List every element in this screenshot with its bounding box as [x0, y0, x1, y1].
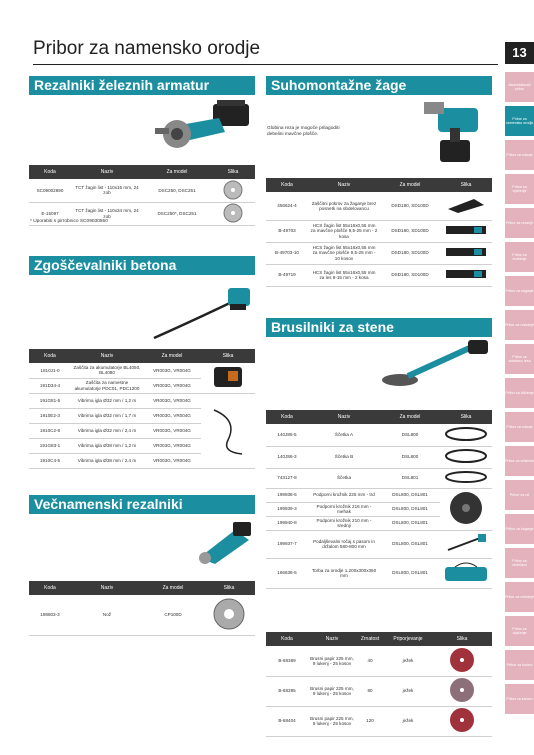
cell-code: 199938-5	[266, 488, 308, 502]
brusni-papir-table	[266, 632, 492, 737]
section-title-vecnamenski: Večnamenski rezalniki	[29, 495, 255, 514]
cell-code: 743127-8	[266, 468, 308, 488]
cell-code: B-68395	[266, 676, 308, 706]
cell-name: HCS žagin list 55x16x0,55 mm za mavčne plošče 9,5-25 mm - 10 kosov	[308, 242, 380, 264]
table-row	[29, 363, 255, 378]
table-row	[266, 192, 492, 220]
col-header: Naziv	[71, 581, 143, 595]
rebar-cutter-image	[155, 98, 255, 150]
cell-name: Brusni papir 225 mm, 9 lukenj - 25 kosov	[308, 706, 356, 736]
cell-model: VR003G, VR004G	[143, 423, 201, 438]
cell-model: DSD180, SD100D	[380, 192, 440, 220]
cell-model: VR003G, VR004G	[143, 453, 201, 468]
table-row	[29, 393, 255, 408]
col-header: Koda	[266, 632, 308, 646]
side-tab-active[interactable]: Pribor za namensko orodje	[505, 106, 534, 136]
col-header: Naziv	[308, 178, 380, 192]
cell-code: E-15097	[29, 202, 71, 225]
col-header: Za model	[380, 410, 440, 424]
table-row	[266, 242, 492, 264]
side-tab-bar	[505, 72, 534, 718]
product-image	[440, 488, 492, 530]
cell-name: Vibrirna igla Ø32 mm / 1,7 m	[71, 408, 143, 423]
section-title-suhomontazne: Suhomontažne žage	[266, 76, 492, 95]
wall-sander-image	[378, 338, 492, 394]
suhomontazne-table	[266, 178, 492, 287]
col-header: Koda	[29, 165, 71, 179]
cell-grit: 80	[356, 676, 384, 706]
col-header: Priporjevanje	[384, 632, 432, 646]
product-image	[440, 192, 492, 220]
cell-model: VR003G, VR004G	[143, 408, 201, 423]
col-header: Koda	[266, 178, 308, 192]
side-tab[interactable]: Pribor za vijačenje	[505, 616, 534, 646]
col-header: Slika	[440, 178, 492, 192]
cell-code: 199940-8	[266, 516, 308, 530]
cell-name: Ščetka B	[308, 446, 380, 468]
title-divider	[33, 64, 498, 65]
side-tab[interactable]: Pribor za žaganje	[505, 514, 534, 544]
cell-code: 1810J1-0	[29, 363, 71, 378]
product-image	[440, 242, 492, 264]
product-image	[211, 202, 255, 225]
product-image	[440, 424, 492, 446]
table-row	[29, 179, 255, 202]
side-tab[interactable]: Pribor za obdelavo	[505, 548, 534, 578]
cell-name: TCT žagin list - 110x15 mm, 24 zob	[71, 179, 143, 202]
table-row	[29, 595, 255, 635]
product-image	[440, 264, 492, 286]
cell-name: HCS žagin list 55x16x0,55 mm za mavčne plošče 9,5-25 mm - 2 kosa	[308, 220, 380, 242]
cell-code: 199939-3	[266, 502, 308, 516]
product-image	[440, 530, 492, 558]
cell-name: Podaljševalni ročaj s pasom in držalom 580-800 mm	[308, 530, 380, 558]
cell-model: VR003G, VR004G	[143, 393, 201, 408]
side-tab[interactable]: Pribor za vijačenje	[505, 174, 534, 204]
col-header: Naziv	[71, 349, 143, 363]
rezalniki-table	[29, 165, 255, 226]
cell-grit: 40	[356, 646, 384, 676]
table-row	[266, 706, 492, 736]
side-tab[interactable]: Pribor za kamen	[505, 684, 534, 714]
cell-model: DSL800, DSL801	[380, 530, 440, 558]
col-header: Slika	[201, 349, 255, 363]
col-header: Koda	[29, 581, 71, 595]
cell-code: B-49703-10	[266, 242, 308, 264]
cell-attach: ježek	[384, 706, 432, 736]
cell-code: 191D34-4	[29, 378, 71, 393]
side-tab[interactable]: Pribor za čiščenje	[505, 378, 534, 408]
side-tab[interactable]: Pribor za vrtalnike	[505, 446, 534, 476]
product-image	[203, 595, 255, 635]
col-header: Koda	[29, 349, 71, 363]
drywall-saw-image	[420, 98, 492, 168]
cell-name: Zaščita za namestne akumulatorje PDC01, PDC1200	[71, 378, 143, 393]
footnote: * Uporabiti s pirrobnico SC09030550	[30, 219, 108, 224]
cell-model: VR003G, VR004G	[143, 378, 201, 393]
cell-name: Zaščitni pokrov za žaganje brez posnetk na obdelovancu	[308, 192, 380, 220]
cell-name: Torba za orodje 1.200x300x350 mm	[308, 558, 380, 588]
col-header: Za model	[380, 178, 440, 192]
side-tab[interactable]: Pribor za rezanje	[505, 208, 534, 238]
cell-code: 140J86-3	[266, 446, 308, 468]
product-image	[440, 468, 492, 488]
table-row	[266, 488, 492, 502]
cell-name: Ščetka A	[308, 424, 380, 446]
cell-attach: ježek	[384, 646, 432, 676]
cell-model: DSL800	[380, 446, 440, 468]
cell-name: Vibrirna igla Ø32 mm / 2,4 m	[71, 423, 143, 438]
side-tab[interactable]: Pribor za vrtanje	[505, 140, 534, 170]
intro-text: Globina reza je mogoče prilagoditi debelini mavčne plošče.	[267, 126, 340, 137]
cell-code: 1910C4-5	[29, 453, 71, 468]
cell-code: B-49703	[266, 220, 308, 242]
brusilniki-table	[266, 410, 492, 589]
product-image	[201, 363, 255, 393]
table-row	[266, 468, 492, 488]
cell-model: DSC250, DSC251	[143, 179, 211, 202]
cell-model: DSL800	[380, 424, 440, 446]
cell-name: Nož	[71, 595, 143, 635]
cell-name: Podporni krožnik 225 mm - trd	[308, 488, 380, 502]
col-header: Slika	[203, 581, 255, 595]
cell-name: HCS žagin list 55x16x0,55 mm za les 9-15 mm - 2 kosa	[308, 264, 380, 286]
table-row	[266, 558, 492, 588]
cell-code: 1910E2-3	[29, 408, 71, 423]
cell-code: 140J85-5	[266, 424, 308, 446]
col-header: Slika	[211, 165, 255, 179]
page-title: Pribor za namensko orodje	[33, 38, 261, 59]
cell-code: B-68389	[266, 646, 308, 676]
product-image	[211, 179, 255, 202]
cell-model: CP100D	[143, 595, 203, 635]
cell-name: Vibrirna igla Ø32 mm / 1,2 m	[71, 393, 143, 408]
col-header: Za model	[143, 581, 203, 595]
cell-model: DSL801	[380, 468, 440, 488]
cell-name: Podporni krožnik 216 mm - mehak	[308, 502, 380, 516]
side-tab[interactable]: Pribor za žaganje	[505, 276, 534, 306]
multi-cutter-image	[195, 518, 255, 566]
product-image	[440, 558, 492, 588]
cell-model: DSC250*, DSC251	[143, 202, 211, 225]
cell-attach: ježek	[384, 676, 432, 706]
cell-code: 166638-5	[266, 558, 308, 588]
cell-model: DSL800, DSL801	[380, 502, 440, 516]
section-title-zgoscevalniki: Zgoščevalniki betona	[29, 256, 255, 275]
cell-code: 191G83-1	[29, 438, 71, 453]
cell-model: DSD180, SD100D	[380, 264, 440, 286]
side-tab[interactable]: Pribor za vrtanje	[505, 412, 534, 442]
cell-name: Vibrirna igla Ø38 mm / 1,2 m	[71, 438, 143, 453]
table-row	[266, 264, 492, 286]
col-header: Naziv	[308, 632, 356, 646]
col-header: Naziv	[308, 410, 380, 424]
product-image	[432, 646, 492, 676]
cell-code: 198803-3	[29, 595, 71, 635]
cell-code: 456624-4	[266, 192, 308, 220]
cell-grit: 120	[356, 706, 384, 736]
cell-model: DSD180, SD100D	[380, 220, 440, 242]
product-image	[440, 220, 492, 242]
col-header: Za model	[143, 349, 201, 363]
zgoscevalniki-table	[29, 349, 255, 469]
table-row	[266, 446, 492, 468]
cell-model: DSL800, DSL801	[380, 488, 440, 502]
cell-model: DSL800, DSL801	[380, 516, 440, 530]
cell-name: Ščetka	[308, 468, 380, 488]
section-title-rezalniki: Rezalniki železnih armatur	[29, 76, 255, 95]
table-row	[266, 220, 492, 242]
cell-name: Brusni papir 225 mm, 9 lukenj - 25 kosov	[308, 646, 356, 676]
cell-name: Podporni krožnik 210 mm - srednji	[308, 516, 380, 530]
cell-code: B-49719	[266, 264, 308, 286]
product-image	[440, 446, 492, 468]
vecnamenski-table	[29, 581, 255, 636]
col-header: Naziv	[71, 165, 143, 179]
product-image	[432, 706, 492, 736]
cell-name: TCT žagin list - 110x34 mm, 24 zob	[71, 202, 143, 225]
table-row	[266, 676, 492, 706]
col-header: Slika	[432, 632, 492, 646]
cell-name: Brusni papir 225 mm, 9 lukenj - 25 kosov	[308, 676, 356, 706]
side-tab[interactable]: Pribor za kovino	[505, 650, 534, 680]
side-tab[interactable]: Pribor za mešanje	[505, 582, 534, 612]
section-title-brusilniki: Brusilniki za stene	[266, 318, 492, 337]
table-row	[266, 530, 492, 558]
col-header: Za model	[143, 165, 211, 179]
cell-model: VR003G, VR004G	[143, 363, 201, 378]
cell-model: DSD180, SD100D	[380, 242, 440, 264]
product-image	[432, 676, 492, 706]
page-number: 13	[505, 42, 534, 64]
side-tab[interactable]: Pribor za brušenje	[505, 242, 534, 272]
cell-name: Vibrirna igla Ø38 mm / 2,4 m	[71, 453, 143, 468]
side-tab[interactable]: Pribor za vrt	[505, 480, 534, 510]
cell-name: Zaščita za akumulatorje BL4050, BL4080	[71, 363, 143, 378]
cell-code: B-68404	[266, 706, 308, 736]
cell-code: 1910C2-8	[29, 423, 71, 438]
cell-model: VR003G, VR004G	[143, 438, 201, 453]
side-tab[interactable]: Akumulatorski pribor	[505, 72, 534, 102]
cell-model: DSL800, DSL801	[380, 558, 440, 588]
product-image	[201, 393, 255, 468]
side-tab[interactable]: Pribor za rezkanje	[505, 310, 534, 340]
cell-code: 199937-7	[266, 530, 308, 558]
cell-code: SC09002890	[29, 179, 71, 202]
table-row	[266, 646, 492, 676]
col-header: Koda	[266, 410, 308, 424]
concrete-vibrator-image	[150, 282, 255, 342]
cell-code: 191G81-5	[29, 393, 71, 408]
col-header: Slika	[440, 410, 492, 424]
table-row	[266, 424, 492, 446]
side-tab[interactable]: Pribor za obdelavo lesa	[505, 344, 534, 374]
col-header: Zrnatost	[356, 632, 384, 646]
